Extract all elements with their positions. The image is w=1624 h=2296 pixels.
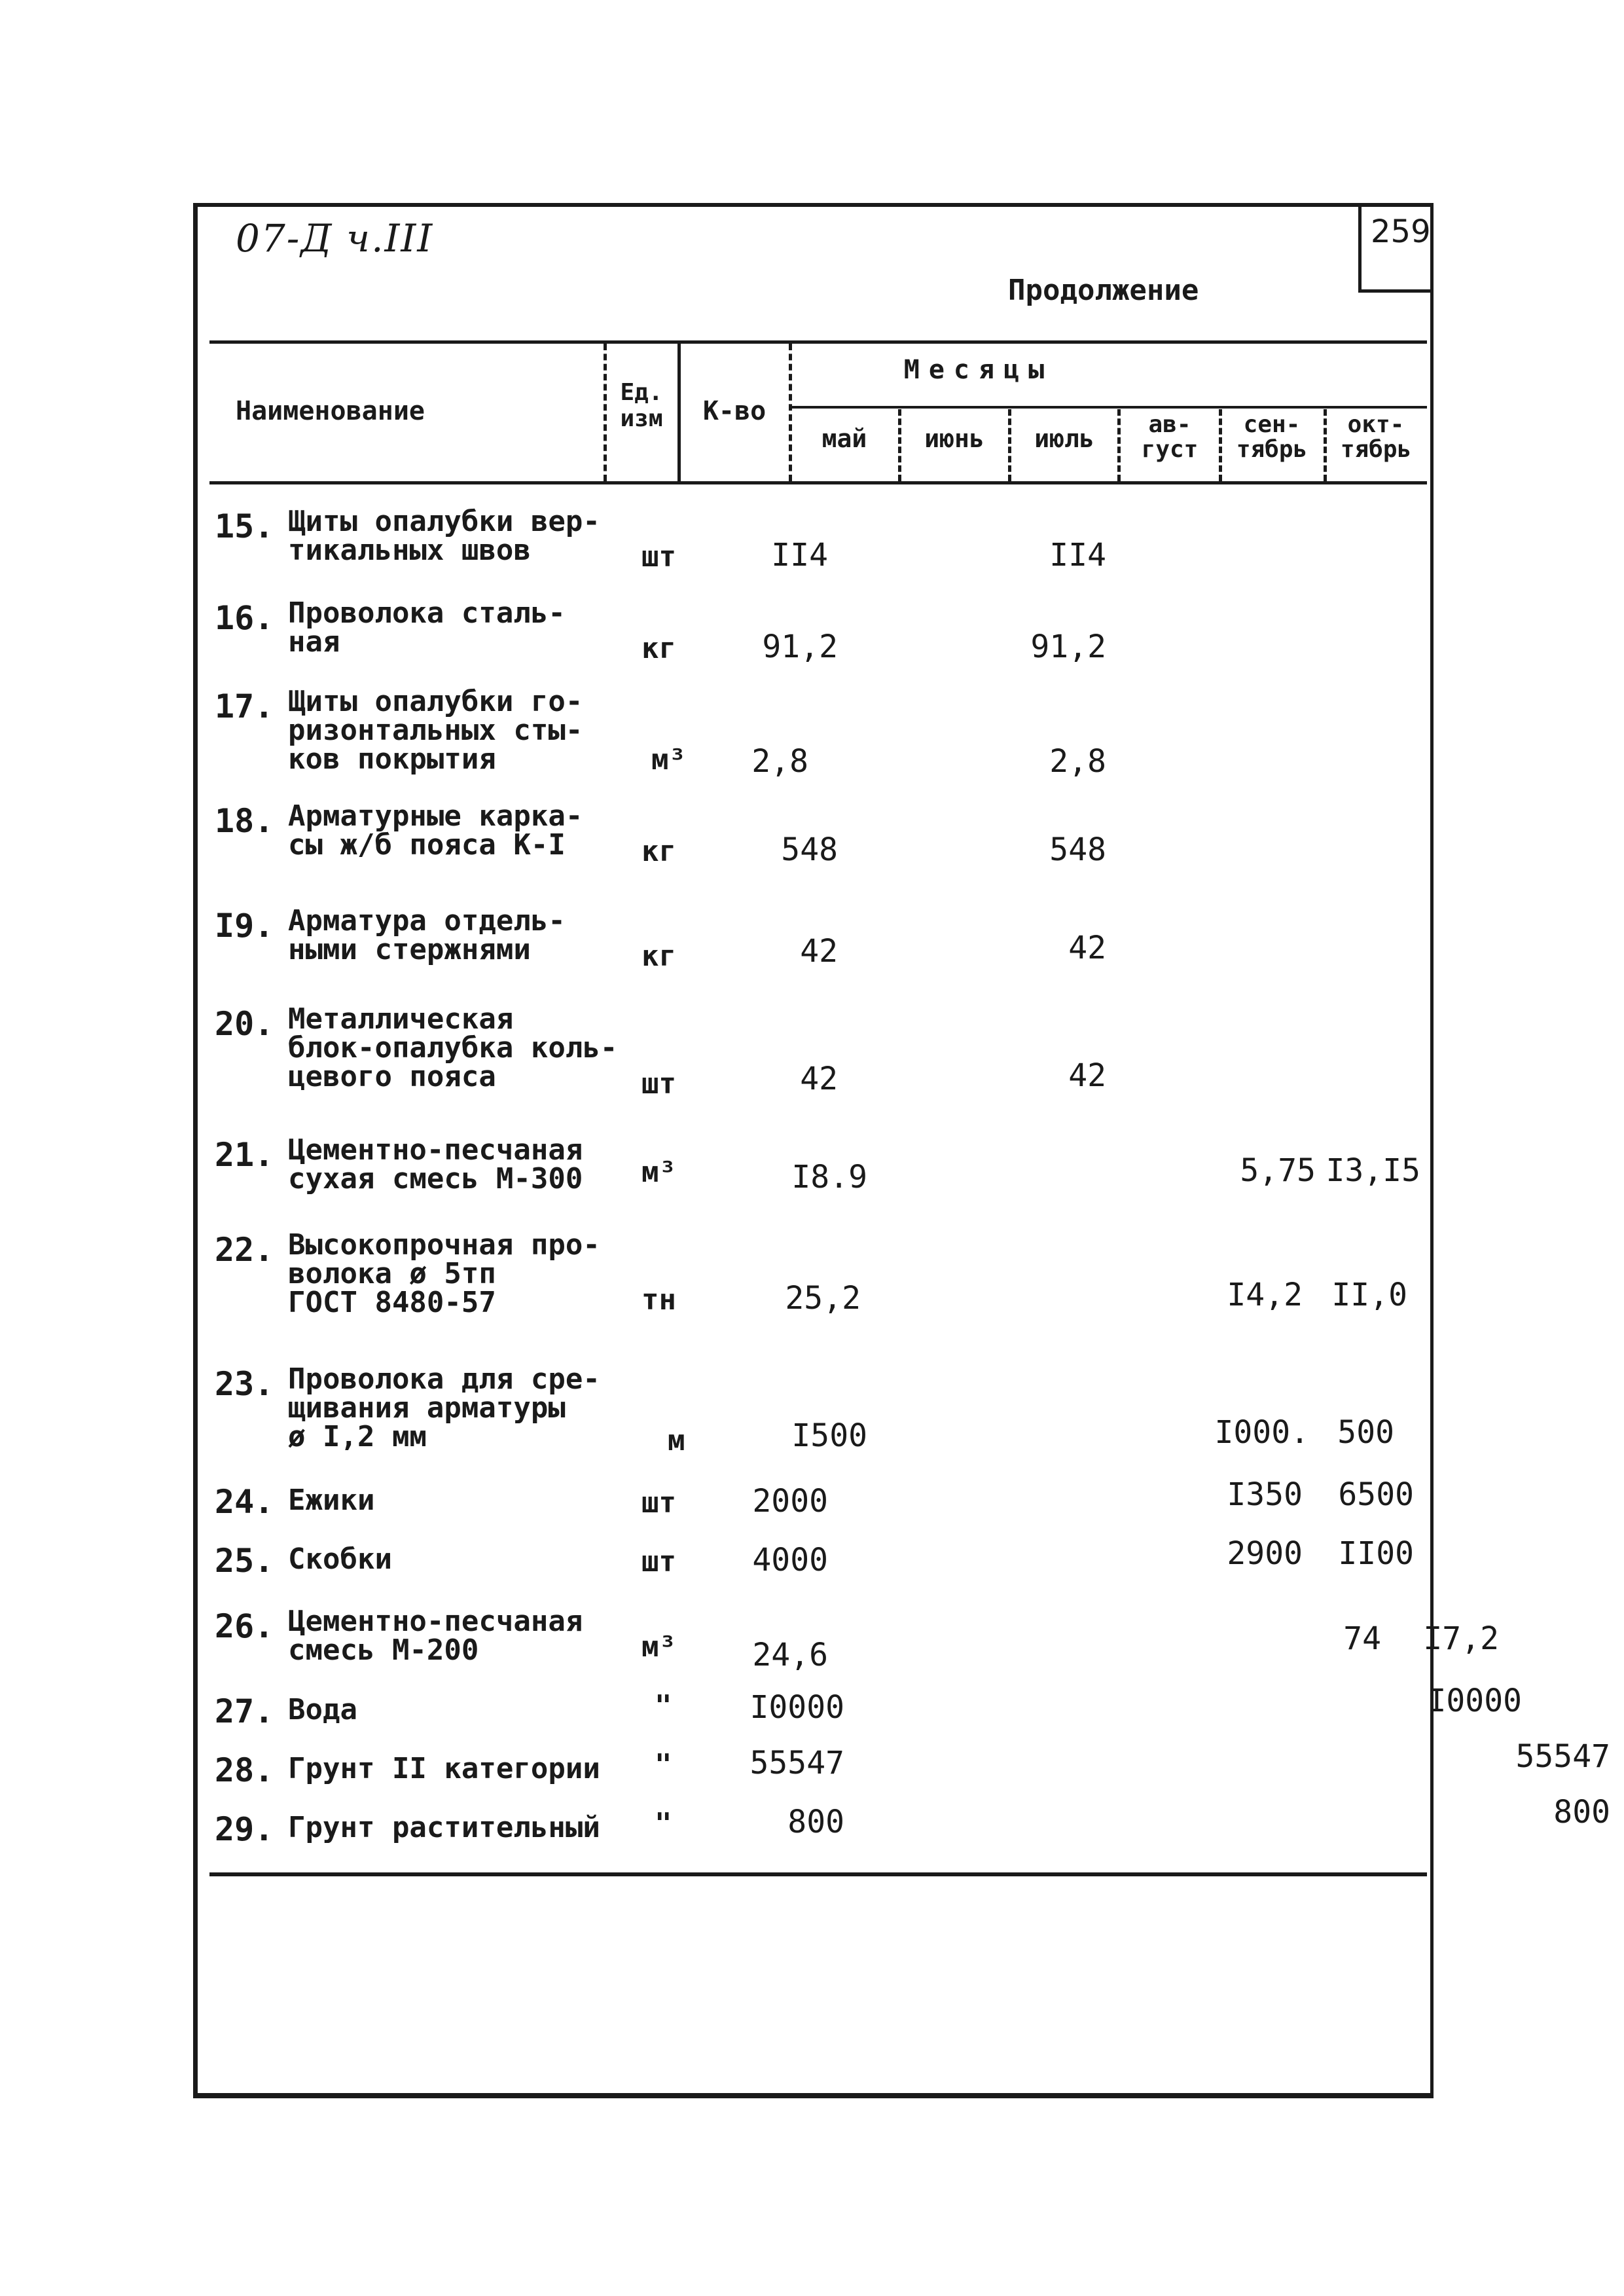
row-june: II4 xyxy=(1049,537,1106,574)
row-qty: 91,2 xyxy=(762,629,838,665)
row-name: Вода xyxy=(288,1693,357,1726)
row-name: Цементно-песчаная сухая смесь М-300 xyxy=(288,1133,583,1195)
row-august: 6500 xyxy=(1338,1476,1414,1513)
row-number: 18. xyxy=(215,802,274,840)
month-september: сен-тябрь xyxy=(1236,411,1308,463)
row-unit: " xyxy=(655,1689,672,1722)
row-number: 15. xyxy=(215,507,274,545)
row-qty: 42 xyxy=(800,933,838,970)
header-divider-2 xyxy=(677,344,681,481)
header-unit: Ед. изм xyxy=(620,379,663,432)
row-unit: " xyxy=(655,1807,672,1840)
row-name: Высокопрочная про- волока ø 5тп ГОСТ 8480-57 xyxy=(288,1228,600,1319)
row-june: 548 xyxy=(1049,831,1106,868)
row-number: 29. xyxy=(215,1810,274,1848)
row-qty: 2000 xyxy=(752,1483,828,1520)
header-bottom-rule xyxy=(209,481,1427,484)
row-name: Металлическая блок-опалубка коль- цевого пояса xyxy=(288,1002,618,1093)
row-qty: 42 xyxy=(800,1061,838,1097)
row-august: II,0 xyxy=(1331,1277,1407,1313)
row-name: Арматура отдель- ными стержнями xyxy=(288,904,566,966)
row-number: 20. xyxy=(215,1005,274,1043)
row-number: 23. xyxy=(215,1365,274,1403)
row-number: 24. xyxy=(215,1483,274,1521)
row-number: 21. xyxy=(215,1136,274,1174)
row-unit: кг xyxy=(641,835,676,868)
row-qty: 25,2 xyxy=(785,1280,861,1317)
row-name: Проволока для сре- щивания арматуры ø I,2 мм xyxy=(288,1362,600,1453)
row-august: II00 xyxy=(1338,1535,1414,1572)
month-may: май xyxy=(821,424,867,453)
row-number: 27. xyxy=(215,1692,274,1730)
row-number: 17. xyxy=(215,687,274,725)
row-qty: 800 xyxy=(787,1804,844,1840)
row-number: 16. xyxy=(215,599,274,637)
month-august: ав-густ xyxy=(1141,411,1199,463)
row-july: I4,2 xyxy=(1227,1277,1303,1313)
row-june: 2,8 xyxy=(1049,743,1106,780)
header-divider-1 xyxy=(604,344,607,481)
row-name: Щиты опалубки вер- тикальных швов xyxy=(288,505,600,567)
row-name: Грунт растительный xyxy=(288,1811,600,1844)
month-june: июнь xyxy=(924,424,984,453)
continuation-label: Продолжение xyxy=(1008,274,1199,307)
row-qty: II4 xyxy=(771,537,828,574)
row-june: 42 xyxy=(1068,930,1106,966)
row-qty: 548 xyxy=(781,831,838,868)
row-october: 55547 xyxy=(1515,1738,1610,1775)
header-qty: К-во xyxy=(702,396,767,426)
page-number: 259 xyxy=(1358,204,1430,293)
row-name: Щиты опалубки го- ризонтальных сты- ков покрытия xyxy=(288,685,583,776)
row-august: 74 xyxy=(1343,1620,1381,1657)
row-name: Скобки xyxy=(288,1542,392,1576)
row-unit: шт xyxy=(641,1545,676,1578)
row-name: Проволока сталь- ная xyxy=(288,596,566,659)
row-unit: кг xyxy=(641,939,676,973)
row-unit: м³ xyxy=(641,1156,676,1189)
row-july: 5,75 xyxy=(1240,1152,1316,1189)
row-october: 800 xyxy=(1553,1794,1610,1831)
row-july: I000. xyxy=(1214,1414,1309,1451)
row-july: I350 xyxy=(1227,1476,1303,1513)
row-unit: шт xyxy=(641,1067,676,1101)
row-name: Цементно-песчаная смесь М-200 xyxy=(288,1605,583,1667)
row-unit: м xyxy=(668,1424,685,1457)
row-september: I0000 xyxy=(1427,1683,1522,1719)
row-august: 500 xyxy=(1337,1414,1394,1451)
row-september: I7,2 xyxy=(1423,1620,1499,1657)
row-number: 25. xyxy=(215,1542,274,1580)
row-number: 28. xyxy=(215,1751,274,1789)
month-divider-1 xyxy=(898,409,901,481)
row-june: 42 xyxy=(1068,1057,1106,1094)
header-name: Наименование xyxy=(236,396,425,426)
row-qty: 55547 xyxy=(749,1745,844,1781)
header-months-title: Месяцы xyxy=(903,355,1054,385)
month-october: окт-тябрь xyxy=(1340,411,1412,463)
row-qty: I0000 xyxy=(749,1689,844,1726)
month-divider-2 xyxy=(1008,409,1011,481)
row-qty: I8.9 xyxy=(791,1159,867,1195)
row-number: 26. xyxy=(215,1607,274,1645)
row-unit: шт xyxy=(641,1486,676,1520)
row-qty: I500 xyxy=(791,1417,867,1454)
row-qty: 2,8 xyxy=(751,743,808,780)
row-qty: 4000 xyxy=(752,1542,828,1578)
row-number: I9. xyxy=(215,907,274,945)
months-sub-rule xyxy=(789,406,1427,409)
row-name: Арматурные карка- сы ж/б пояса К-I xyxy=(288,799,583,862)
row-unit: м³ xyxy=(651,743,686,776)
row-unit: " xyxy=(655,1748,672,1781)
row-name: Ежики xyxy=(288,1484,375,1517)
month-july: июль xyxy=(1034,424,1094,453)
row-name: Грунт II категории xyxy=(288,1752,600,1785)
row-june: 91,2 xyxy=(1030,629,1106,665)
row-qty: 24,6 xyxy=(752,1637,828,1673)
row-august: I3,I5 xyxy=(1326,1152,1420,1189)
row-july: 2900 xyxy=(1227,1535,1303,1572)
header-top-rule xyxy=(209,340,1427,344)
row-unit: кг xyxy=(641,632,676,665)
row-unit: шт xyxy=(641,540,676,574)
row-unit: м³ xyxy=(641,1630,676,1664)
row-number: 22. xyxy=(215,1231,274,1269)
row-unit: тн xyxy=(641,1283,676,1317)
header-divider-3 xyxy=(789,344,792,481)
table-bottom-rule xyxy=(209,1872,1427,1876)
document-code: 07-Д ч.III xyxy=(236,216,434,261)
